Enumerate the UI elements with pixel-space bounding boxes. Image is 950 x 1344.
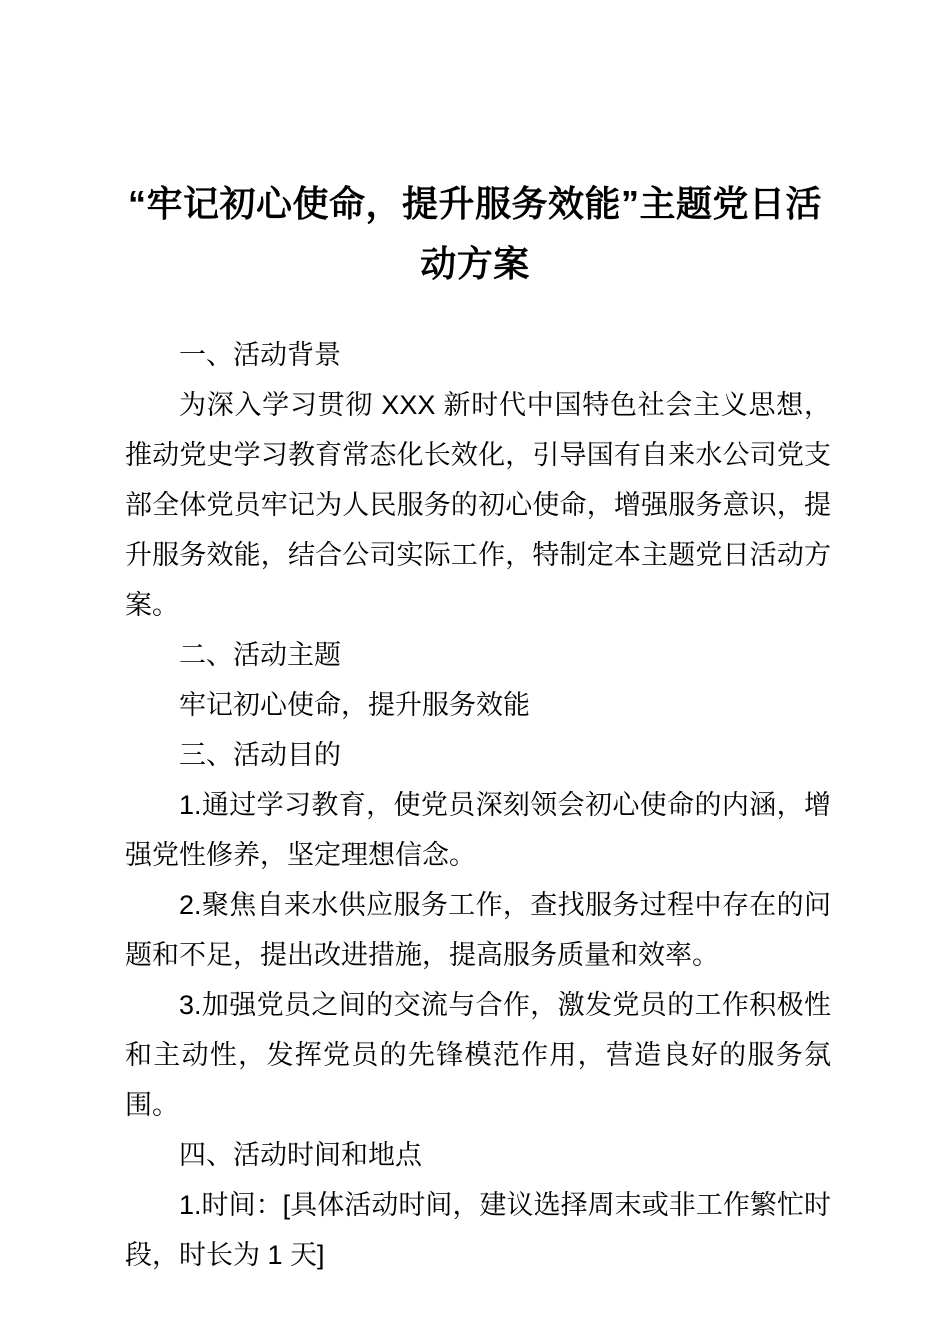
section-heading: 四、活动时间和地点 [179, 1140, 422, 1170]
paragraph: 2.聚焦自来水供应服务工作，查找服务过程中存在的问题和不足，提出改进措施，提高服务质量和效率。 [125, 890, 831, 970]
paragraph: 1.通过学习教育，使党员深刻领会初心使命的内涵，增强党性修养，坚定理想信念。 [125, 790, 831, 870]
paragraph: 1.时间：[具体活动时间，建议选择周末或非工作繁忙时段，时长为 1 天] [125, 1190, 831, 1270]
section-heading: 二、活动主题 [179, 640, 341, 670]
paragraph: 为深入学习贯彻 XXX 新时代中国特色社会主义思想，推动党史学习教育常态化长效化，引导国有自来水公司党支部全体党员牢记为人民服务的初心使命，增强服务意识，提升服务效能，结合公司实际工作，特制定本主题党日活动方案。 [125, 390, 831, 620]
paragraph: 3.加强党员之间的交流与合作，激发党员的工作积极性和主动性，发挥党员的先锋模范作用，营造良好的服务氛围。 [125, 990, 831, 1120]
document-body [125, 330, 831, 1280]
document-title: “牢记初心使命，提升服务效能”主题党日活动方案 [127, 183, 822, 284]
section-heading: 一、活动背景 [179, 340, 341, 370]
section-heading: 三、活动目的 [179, 740, 341, 770]
paragraph: 牢记初心使命，提升服务效能 [179, 690, 530, 720]
